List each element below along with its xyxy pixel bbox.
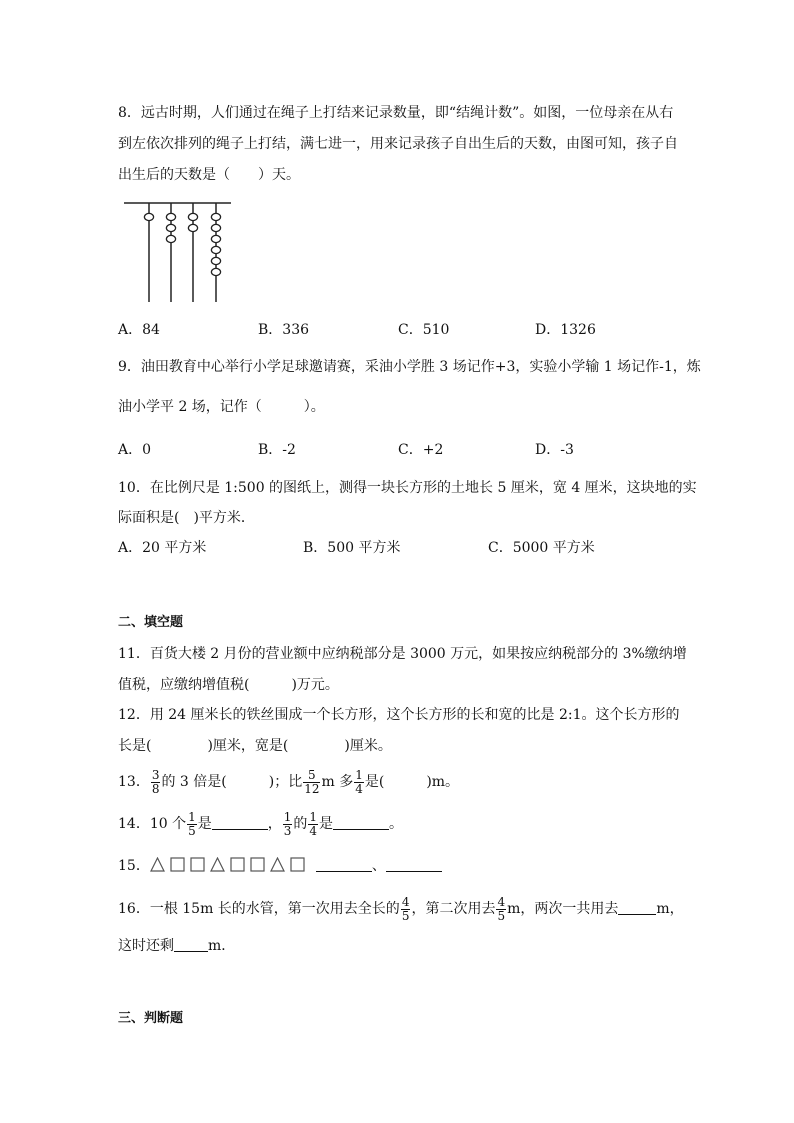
fraction-denominator: 5	[497, 908, 506, 923]
q9-line-2: 油小学平 2 场，记作（ ）。	[118, 399, 325, 415]
knot	[144, 213, 153, 220]
q14-prefix: 14．10 个	[118, 816, 187, 832]
knot	[211, 224, 220, 231]
q8-option-c: C．510	[398, 322, 450, 338]
q16-line-1	[118, 894, 684, 924]
q10-option-b: B．500 平方米	[303, 540, 401, 556]
square-icon	[170, 857, 185, 872]
q14-fraction-2	[283, 811, 293, 838]
q11-line-1: 11．百货大楼 2 月份的营业额中应纳税部分是 3000 万元，如果按应纳税部分的 3%缴纳增	[118, 646, 687, 662]
knot	[166, 213, 175, 220]
q9-option-c: C．+2	[398, 442, 444, 458]
fraction-denominator: 5	[401, 908, 410, 923]
answer-blank[interactable]	[618, 900, 656, 915]
q16-text-5: m．	[208, 938, 236, 954]
q10-line-1: 10．在比例尺是 1:500 的图纸上，测得一块长方形的土地长 5 厘米，宽 4 厘米，这块地的实	[118, 480, 697, 496]
q9-option-b: B．-2	[258, 442, 296, 458]
q16-text-4: 这时还剩	[118, 938, 174, 954]
q10-line-2: 际面积是( )平方米．	[118, 510, 255, 526]
triangle-icon	[150, 857, 165, 872]
q15-separator: 、	[371, 858, 386, 874]
q8-option-b: B．336	[258, 322, 310, 338]
knot	[188, 213, 197, 220]
q8-option-a: A．84	[118, 322, 160, 338]
knot	[211, 235, 220, 242]
q13-line	[118, 767, 459, 797]
fraction-numerator: 1	[188, 809, 196, 824]
q8-line-3: 出生后的天数是（ ）天。	[118, 167, 300, 183]
knot	[211, 213, 220, 220]
q14-text-5: 。	[389, 816, 404, 832]
q13-prefix: 13．	[118, 774, 150, 790]
answer-blank[interactable]	[212, 815, 268, 830]
q8-line-1: 8．远古时期，人们通过在绳子上打结来记录数量，即“结绳计数”。如图，一位母亲在从右	[118, 105, 674, 121]
q12-line-2: 长是( )厘米，宽是( )厘米。	[118, 738, 392, 754]
q13-fraction-2	[303, 769, 320, 796]
q14-line	[118, 809, 403, 839]
answer-blank[interactable]	[316, 857, 372, 872]
fraction-numerator: 1	[283, 809, 292, 824]
q16-fraction-1	[401, 896, 411, 923]
fraction-denominator: 12	[304, 781, 320, 796]
knot	[166, 224, 175, 231]
q14-text-2: ，	[267, 816, 282, 832]
q15-prefix: 15．	[118, 858, 150, 874]
q14-text-1: 是	[197, 816, 212, 832]
square-icon	[290, 857, 305, 872]
q13-text-3: 是( )m。	[364, 774, 460, 790]
fraction-numerator: 4	[401, 894, 410, 909]
square-icon	[250, 857, 265, 872]
square-icon	[230, 857, 245, 872]
fraction-numerator: 5	[303, 769, 320, 783]
knot	[166, 235, 175, 242]
q16-fraction-2	[496, 896, 506, 923]
knot	[188, 224, 197, 231]
q14-text-3: 的	[293, 816, 308, 832]
shape-sequence	[150, 858, 310, 874]
q13-fraction-1	[151, 769, 161, 796]
q9-option-d: D．-3	[535, 442, 574, 458]
q11-line-2: 值税，应缴纳增值税( )万元。	[118, 677, 339, 693]
q16-prefix: 16．一根 15m 长的水管，第一次用去全长的	[118, 901, 400, 917]
knot-rope-figure	[120, 198, 240, 306]
q10-option-c: C．5000 平方米	[488, 540, 595, 556]
q9-line-1: 9．油田教育中心举行小学足球邀请赛，采油小学胜 3 场记作+3，实验小学输 1 场记作-1，炼	[118, 359, 701, 375]
q15-line	[118, 856, 442, 876]
q13-text-1: 的 3 倍是( )；比	[161, 774, 303, 790]
q8-line-2: 到左依次排列的绳子上打结，满七进一，用来记录孩子自出生后的天数，由图可知，孩子自	[118, 136, 678, 152]
triangle-icon	[210, 857, 225, 872]
q16-text-3: m，	[656, 901, 684, 917]
q14-text-4: 是	[319, 816, 334, 832]
q16-text-2: m，两次一共用去	[507, 901, 619, 917]
knot	[211, 257, 220, 264]
knot	[211, 268, 220, 275]
q9-option-a: A．0	[118, 442, 152, 458]
triangle-icon	[270, 857, 285, 872]
section-title-true-false: 三、判断题	[118, 1011, 184, 1026]
fraction-numerator: 4	[497, 894, 506, 909]
answer-blank[interactable]	[174, 937, 208, 952]
q12-line-1: 12．用 24 厘米长的铁丝围成一个长方形，这个长方形的长和宽的比是 2:1。这个长方形的	[118, 707, 680, 723]
q16-text-1: ，第二次用去	[411, 901, 496, 917]
section-title-fill-in: 二、填空题	[118, 615, 184, 630]
answer-blank[interactable]	[333, 815, 389, 830]
q14-fraction-1	[187, 811, 197, 838]
fraction-denominator: 4	[309, 823, 318, 838]
q8-option-d: D．1326	[535, 322, 596, 338]
fraction-numerator: 3	[151, 767, 160, 782]
fraction-numerator: 1	[309, 809, 318, 824]
fraction-denominator: 8	[151, 781, 160, 796]
knot	[211, 246, 220, 253]
fraction-denominator: 5	[188, 823, 196, 838]
fraction-numerator: 1	[355, 767, 363, 782]
q13-fraction-3	[354, 769, 364, 796]
q10-option-a: A．20 平方米	[118, 540, 207, 556]
square-icon	[190, 857, 205, 872]
fraction-denominator: 4	[355, 781, 363, 796]
q14-fraction-3	[308, 811, 318, 838]
fraction-denominator: 3	[283, 823, 292, 838]
q16-line-2	[118, 936, 235, 956]
q13-text-2: m 多	[321, 774, 354, 790]
answer-blank[interactable]	[386, 857, 442, 872]
